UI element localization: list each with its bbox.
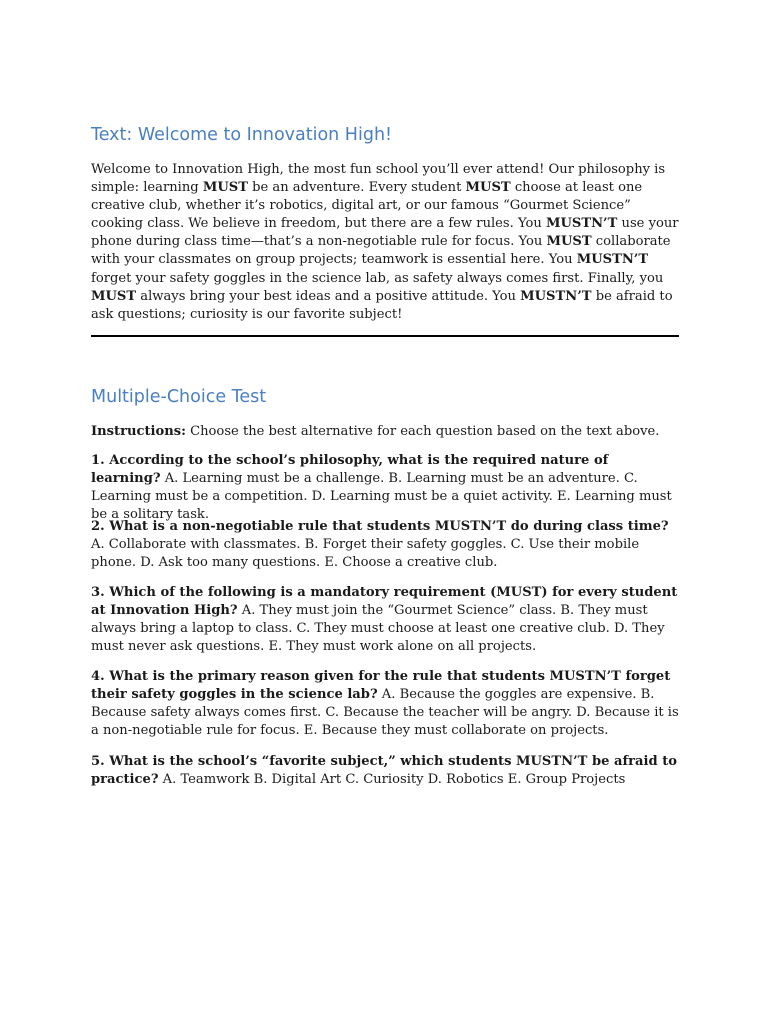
question-prompt: 4. What is the primary reason given for the rule that students MUSTN’T forget their safety goggles in the science lab? [91,669,671,703]
question-prompt: 2. What is a non-negotiable rule that students MUSTN’T do during class time? [91,519,669,534]
intro-segment: use your phone during class time—that’s a non-negotiable rule for focus. You [91,216,679,250]
intro-emphasis: MUST [202,180,248,196]
instructions [91,423,681,441]
question-prompt: 5. What is the school’s “favorite subject,” which students MUSTN’T be afraid to practice? [91,754,677,788]
intro-segment: be afraid to ask questions; curiosity is our favorite subject! [91,288,673,322]
intro-emphasis: MUST [465,180,511,196]
intro-segment: Welcome to Innovation High, the most fun school you’ll ever attend! Our philosophy is simple: learning [91,162,666,196]
intro-emphasis: MUSTN’T [545,216,618,232]
question-options: A. Teamwork B. Digital Art C. Curiosity D. Robotics E. Group Projects [158,772,626,788]
test-section-heading: Multiple-Choice Test [91,387,267,407]
question-prompt: 1. According to the school’s philosophy, what is the required nature of learning? [91,453,609,487]
instructions-label: Instructions: [91,424,186,439]
question-1 [91,452,681,524]
question-options: A. Because the goggles are expensive. B. Because safety always comes first. C. Because the teacher will be angry. D. Because it is a non-negotiable rule for focus. E. Because they must collaborate on projects. [91,687,679,739]
intro-segment: forget your safety goggles in the science lab, as safety always comes first. Finally, you [91,270,664,286]
question-5 [91,753,681,789]
question-prompt: 3. Which of the following is a mandatory requirement (MUST) for every student at Innovation High? [91,585,678,619]
intro-paragraph [91,161,681,324]
intro-segment: be an adventure. Every student [247,180,466,196]
text-section-heading: Text: Welcome to Innovation High! [91,125,393,145]
intro-emphasis: MUSTN’T [576,252,649,268]
intro-segment: collaborate with your classmates on group projects; teamwork is essential here. You [91,234,671,268]
intro-emphasis: MUST [91,288,137,304]
question-2 [91,518,681,572]
question-3 [91,584,681,656]
instructions-text: Choose the best alternative for each question based on the text above. [185,424,660,439]
intro-emphasis: MUSTN’T [520,288,592,304]
question-options: A. Learning must be a challenge. B. Learning must be an adventure. C. Learning must be a competition. D. Learning must be a quiet activity. E. Learning must be a solitary task. [91,471,672,523]
question-options: A. Collaborate with classmates. B. Forget their safety goggles. C. Use their mobile phone. D. Ask too many questions. E. Choose a creative club. [91,537,640,571]
question-4 [91,668,681,740]
question-options: A. They must join the “Gourmet Science” class. B. They must always bring a laptop to class. C. They must choose at least one creative club. D. They must never ask questions. E. They must work alone on all projects. [91,603,665,655]
intro-emphasis: MUST [546,234,592,250]
intro-segment: always bring your best ideas and a positive attitude. You [136,288,521,304]
intro-segment: choose at least one creative club, whether it’s robotics, digital art, or our famous “Gourmet Science” cooking class. We believe in freedom, but there are a few rules. You [91,180,643,232]
section-divider [91,335,679,337]
